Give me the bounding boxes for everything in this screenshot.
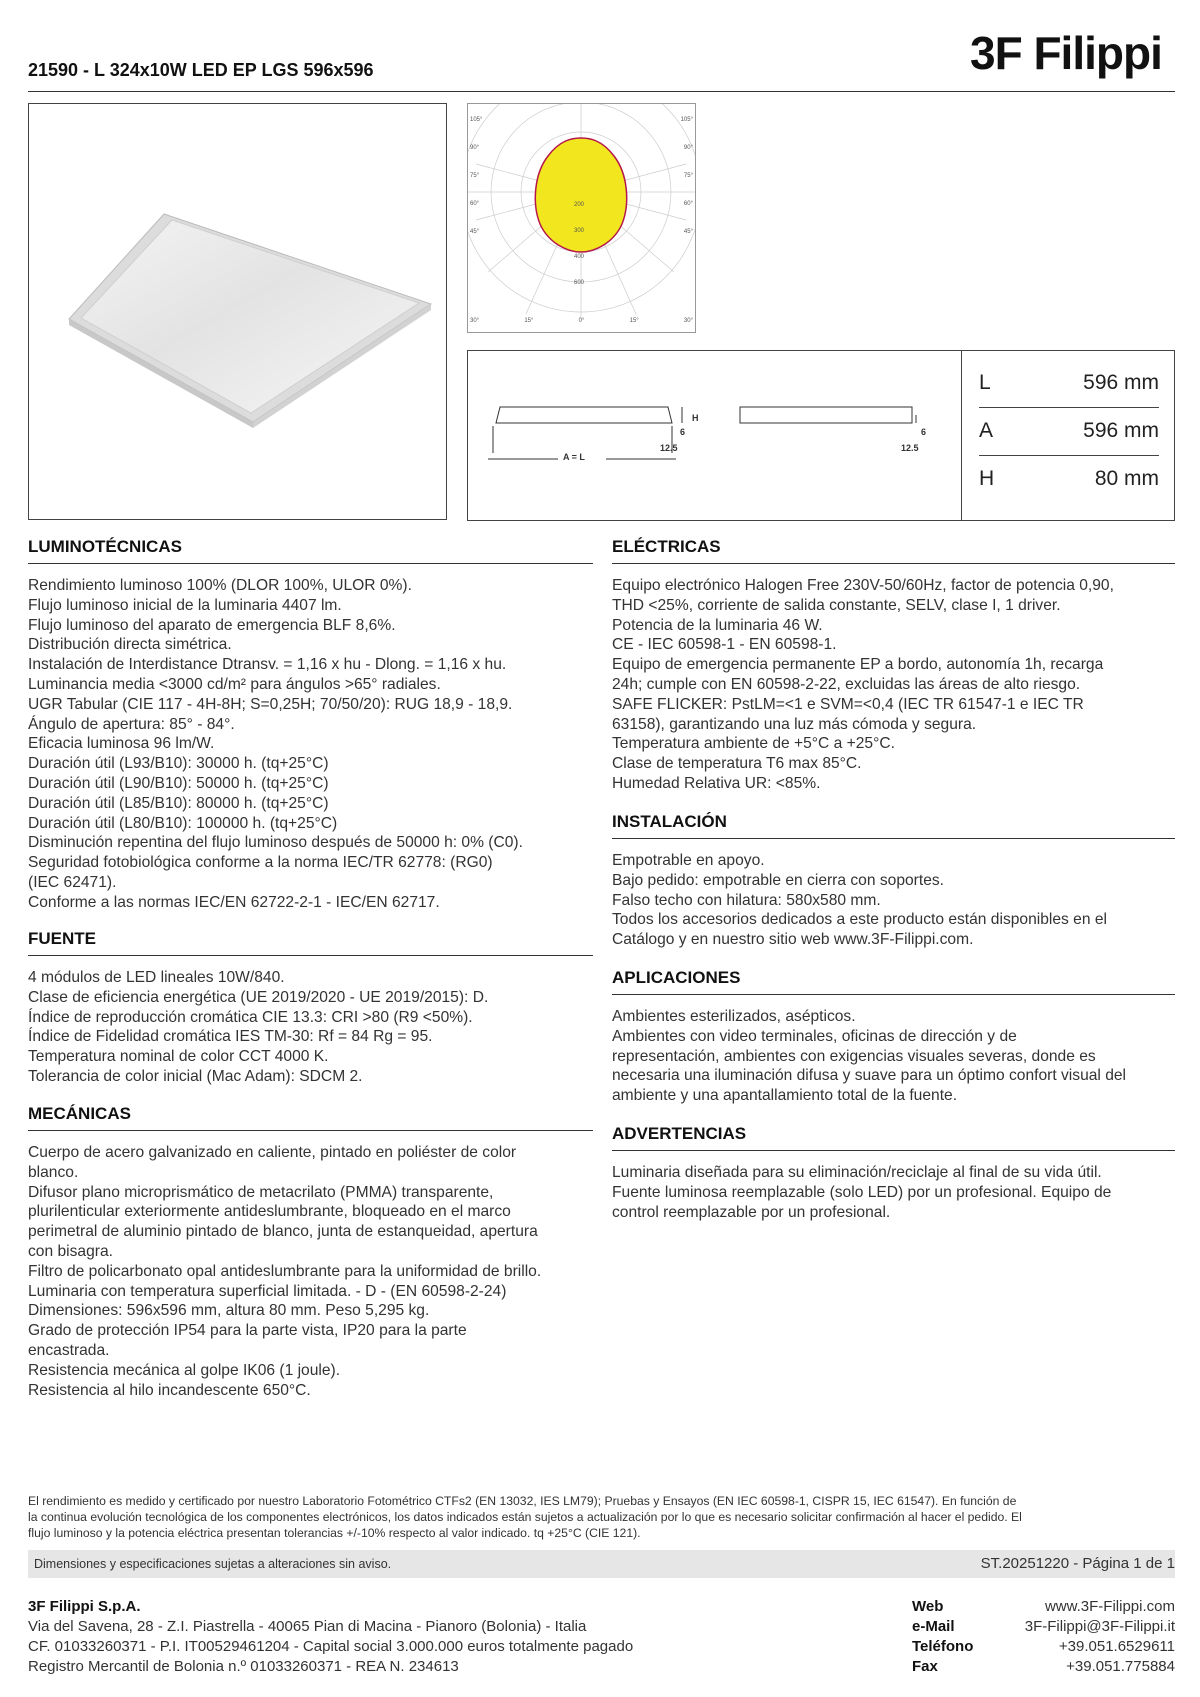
section-title-aplicaciones: APLICACIONES: [612, 968, 741, 987]
polar-radial-label: 200: [574, 202, 585, 208]
section-body-electricas: Equipo electrónico Halogen Free 230V-50/60Hz, factor de potencia 0,90, THD <25%, corriente de salida constante, SELV, clase I, 1 driver. Potencia de la luminaria 46 W. CE - IEC 60598-1 - EN 60598-1. Equipo de emergencia permanente EP a bordo, autonomía 1h, recarga 24h; cumple con EN 60598-2-22, excluidas las áreas de alto riesgo. SAFE FLICKER: PstLM=<1 e SVM=<0,4 (IEC TR 61547-1 e IEC TR 63158), garantizando una luz más cómoda y segura. Temperatura ambiente de +5°C a +25°C. Clase de temperatura T6 max 85°C. Humedad Relativa UR: <85%.: [612, 577, 1114, 792]
dimensions-divider: [961, 351, 962, 520]
dimension-row: [979, 467, 1159, 493]
header-divider: [28, 91, 1175, 92]
dimension-value: 596 mm: [1083, 419, 1159, 442]
dimension-value: 596 mm: [1083, 371, 1159, 394]
polar-left-label: 90°: [470, 145, 480, 151]
dim-label-12-5: 12.5: [901, 443, 919, 453]
polar-radial-label: 600: [574, 280, 585, 286]
section-body-mecanicas: Cuerpo de acero galvanizado en caliente, pintado en poliéster de color blanco. Difusor plano microprismático de metacrilato (PMMA) transparente, plurilenticular exteriormente antideslumbrante, bloqueado en el marco perimetral de aluminio pintado de blanco, junta de estanqueidad, apertura con bisagra. Filtro de policarbonato opal antideslumbrante para la uniformidad de brillo. Luminaria con temperatura superficial limitada. - D - (EN 60598-2-24) Dimensiones: 596x596 mm, altura 80 mm. Peso 5,295 kg. Grado de protección IP54 para la parte vista, IP20 para la parte encastrada. Resistencia mecánica al golpe IK06 (1 joule). Resistencia al hilo incandescente 650°C.: [28, 1144, 542, 1399]
section-title-advertencias: ADVERTENCIAS: [612, 1124, 747, 1143]
section-title-fuente: FUENTE: [28, 929, 96, 948]
company-info: 3F Filippi S.p.A. Via del Savena, 28 - Z.I. Piastrella - 40065 Pian di Macina - Pianoro (Bolonia) - Italia CF. 01033260371 - P.I. IT00529461204 - Capital social 3.000.000 euros totalmente pagado Registro Mercantil de Bolonia n.º 01033260371 - REA N. 234613: [28, 1597, 788, 1677]
section-body-luminotecnicas: Rendimiento luminoso 100% (DLOR 100%, ULOR 0%). Flujo luminoso inicial de la luminaria 4407 lm. Flujo luminoso del aparato de emergencia BLF 8,6%. Distribución directa simétrica. Instalación de Interdistance Dtransv. = 1,16 x hu - Dlong. = 1,16 x hu. Luminancia media <3000 cd/m² para ángulos >65° radiales. UGR Tabular (CIE 117 - 4H-8H; S=0,25H; 70/50/20): RUG 18,9 - 18,9. Ángulo de apertura: 85° - 84°. Eficacia luminosa 96 lm/W. Duración útil (L93/B10): 30000 h. (tq+25°C) Duración útil (L90/B10): 50000 h. (tq+25°C) Duración útil (L85/B10): 80000 h. (tq+25°C) Duración útil (L80/B10): 100000 h. (tq+25°C) Disminución repentina del flujo luminoso después de 50000 h: 0% (C0). Seguridad fotobiológica conforme a la norma IEC/TR 62778: (RG0) (IEC 62471). Conforme a las normas IEC/EN 62722-2-1 - IEC/EN 62717.: [28, 577, 523, 911]
dimension-key: H: [979, 467, 995, 490]
section-title-instalacion: INSTALACIÓN: [612, 812, 727, 831]
product-title: 21590 - L 324x10W LED EP LGS 596x596: [28, 60, 374, 80]
contact-fax: +39.051.775884: [1066, 1658, 1175, 1675]
contact-phone: +39.051.6529611: [1058, 1638, 1175, 1655]
contact-web-link[interactable]: www.3F-Filippi.com: [1044, 1598, 1175, 1615]
dim-label-h: H: [692, 413, 699, 423]
polar-right-label: 45°: [683, 229, 693, 235]
polar-right-label: 90°: [683, 145, 693, 151]
product-image-frame: [28, 103, 447, 520]
dim-label-6: 6: [680, 427, 686, 437]
polar-left-label: 105°: [470, 117, 483, 123]
footer-notice: Dimensiones y especificaciones sujetas a alteraciones sin aviso.: [34, 1557, 392, 1571]
polar-left-label: 75°: [470, 173, 480, 179]
dimension-value: 80 mm: [1094, 467, 1159, 490]
section-body-aplicaciones: Ambientes esterilizados, asépticos. Ambientes con video terminales, oficinas de dirección y de representación, ambientes con exigencias visuales severas, donde es necesaria una iluminación difusa y suave para un óptimo confort visual del ambiente y una apantallamiento total de la fuente.: [612, 1008, 1127, 1105]
contact-labels: Web e-Mail Teléfono Fax: [912, 1598, 974, 1675]
polar-bottom-label: 0°: [578, 318, 585, 324]
polar-right-label: 75°: [683, 173, 693, 179]
section-body-instalacion: Empotrable en apoyo. Bajo pedido: empotrable en cierra con soportes. Falso techo con hilatura: 580x580 mm. Todos los accesorios dedicados a este producto están disponibles en el Catálogo y en nuestro sitio web www.3F-Filippi.com.: [612, 852, 1107, 949]
technical-drawing-frame: [467, 350, 1175, 521]
dim-label-6: 6: [921, 427, 927, 437]
polar-right-label: 105°: [680, 117, 693, 123]
dim-label-12-5: 12.5: [660, 443, 678, 453]
polar-bottom-label: 30°: [683, 318, 693, 324]
polar-right-label: 60°: [683, 201, 693, 207]
polar-left-label: 45°: [470, 229, 480, 235]
polar-bottom-label: 30°: [470, 318, 480, 324]
dimension-key: L: [979, 371, 991, 394]
technical-drawing: [468, 351, 968, 520]
section-title-electricas: ELÉCTRICAS: [612, 537, 721, 556]
polar-radial-label: 300: [574, 228, 585, 234]
dimension-key: A: [979, 419, 994, 442]
product-image: [29, 104, 446, 519]
dimension-row: [979, 371, 1159, 397]
section-title-luminotecnicas: LUMINOTÉCNICAS: [28, 537, 182, 556]
polar-bottom-label: 15°: [524, 318, 534, 324]
dimension-row: [979, 419, 1159, 445]
photometric-diagram: [467, 103, 696, 333]
disclaimer: El rendimiento es medido y certificado por nuestro Laboratorio Fotométrico CTFs2 (EN 13032, IES LM79); Pruebas y Ensayos (EN IEC 60598-1, CISPR 15, IEC 61547). En función de la continua evolución tecnológica de los componentes electrónicos, los datos indicados están sujetos a actualización por lo que es necesario solicitar confirmación al hacer el pedido. El flujo luminoso y la potencia eléctrica presentan tolerancias +/-10% respecto al valor indicado. tq +25°C (CIE 121).: [28, 1494, 1022, 1540]
section-body-advertencias: Luminaria diseñada para su eliminación/reciclaje al final de su vida útil. Fuente luminosa reemplazable (solo LED) por un profesional. Equipo de control reemplazable por un profesional.: [612, 1164, 1112, 1221]
polar-radial-label: 400: [574, 254, 585, 260]
company-name: 3F Filippi S.p.A.: [28, 1598, 141, 1615]
section-title-mecanicas: MECÁNICAS: [28, 1104, 131, 1123]
brand-logo: 3F Filippi: [970, 27, 1162, 79]
polar-bottom-label: 15°: [629, 318, 639, 324]
page-number: ST.20251220 - Página 1 de 1: [980, 1555, 1175, 1572]
contact-email-link[interactable]: 3F-Filippi@3F-Filippi.it: [1024, 1618, 1175, 1635]
dim-label-a-l: A = L: [563, 452, 585, 462]
section-body-fuente: 4 módulos de LED lineales 10W/840. Clase de eficiencia energética (UE 2019/2020 - UE 2019/2015): D. Índice de reproducción cromática CIE 13.3: CRI >80 (R9 <50%). Índice de Fidelidad cromática IES TM-30: Rf = 84 Rg = 95. Temperatura nominal de color CCT 4000 K. Tolerancia de color inicial (Mac Adam): SDCM 2.: [28, 969, 489, 1085]
polar-left-label: 60°: [470, 201, 480, 207]
